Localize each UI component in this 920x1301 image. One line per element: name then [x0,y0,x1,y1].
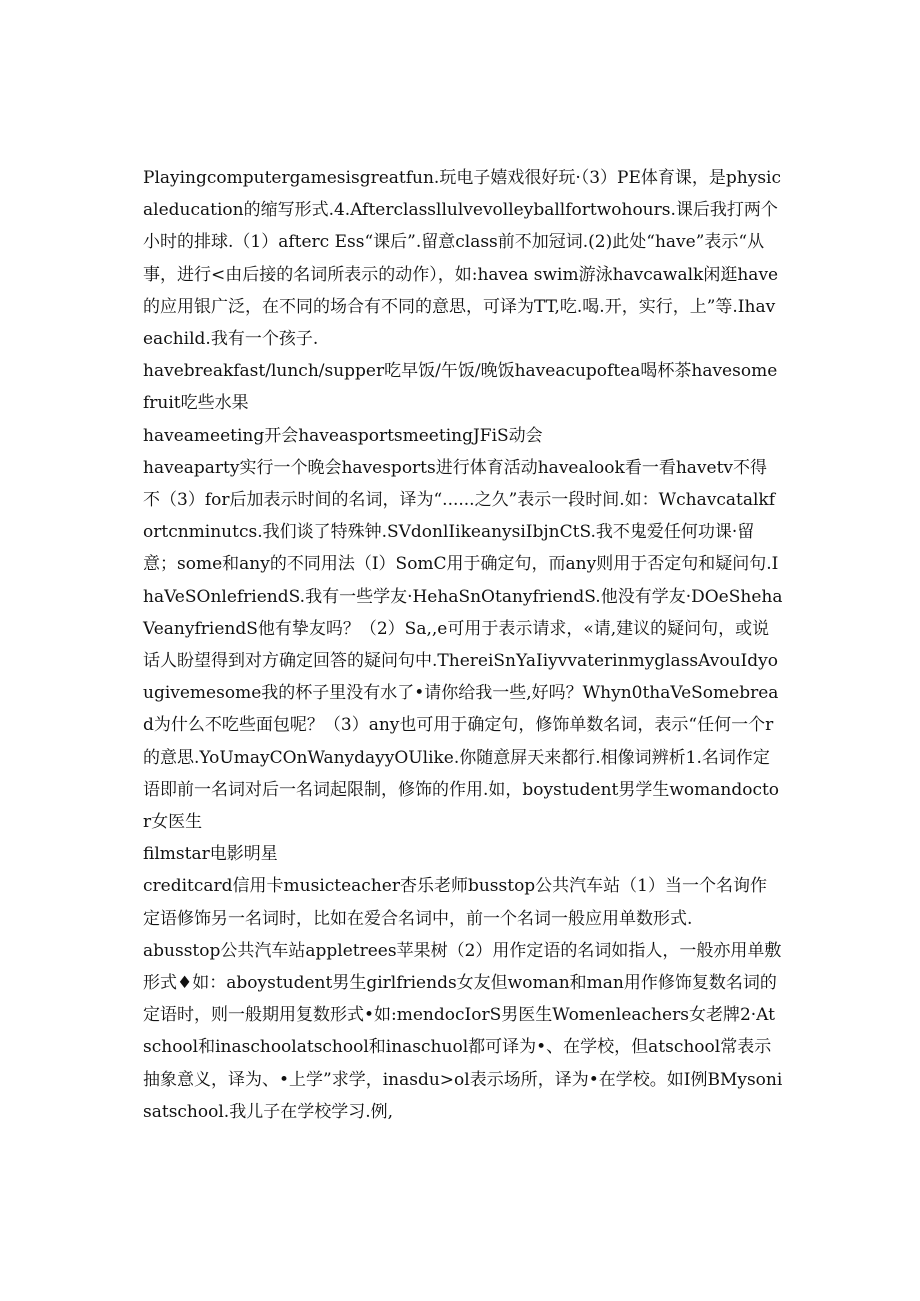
paragraph-6: creditcard信用卡musicteacher杏乐老师busstop公共汽车站（1）当一个名询作定语修饰另一名词时，比如在爱合名词中，前一个名词一般应用单数形式. [143,876,768,929]
document-body [143,162,783,1128]
paragraph-4: haveaparty实行一个晚会havesports进行体育活动havealook看一看havetv不得不（3）for后加表示时间的名词，译为“......之久”表示一段时间.如：Wchavcatalkfortcnminutcs.我们谈了特殊钟.SVdonlIikeanysiIbjnCtS.我不鬼爱任何功课·留意；some和any的不同用法（I）SomC用于确定句，而any则用于否定句和疑问句.IhaVeSOnlefriendS.我有一些学友·HehaSnOtanyfriendS.他没有学友·DOeShehaVeanyfriendS他有挚友吗？（2）Sa,,e可用于表示请求，«请,建议的疑问句，或说话人盼望得到对方确定回答的疑问句中.ThereiSnYaIiyvvaterinmyglassAvouIdyougivemesome我的杯子里没有水了•请你给我一些,好吗？Whyn0thaVeSomebread为什么不吃些面包呢？（3）any也可用于确定句，修饰单数名词，表示“任何一个r的意思.YoUmayCOnWanydayyOUlike.你随意屏天来都行.相像词辨析1.名词作定语即前一名词对后一名词起限制，修饰的作用.如，boystudent男学生womandoctor女医生 [143,457,783,833]
paragraph-5: filmstar电影明星 [143,844,278,865]
paragraph-7: abusstop公共汽车站appletrees苹果树（2）用作定语的名词如指人，一般亦用单敷形式♦如：aboystudent男生girlfriends女友但woman和man用作修饰复数名词的定语时，则一般期用复数形式•如:mendocIorS男医生Womenleachers女老牌2·Atschool和inaschoolatschool和inaschuol都可译为•、在学校，但atschool常表示抽象意义，译为、•上学”求学，inasdu>ol表示场所，译为•在学校。如I例BMysonisatschool.我儿子在学校学习.例, [143,940,783,1122]
paragraph-1: Playingcomputergamesisgreatfun.玩电子嬉戏很好玩·（3）PE体育课，是physicaleducation的缩写形式.4.Afterclassllulvevolleyballfortwohours.课后我打两个小时的排球.（1）afterc Ess“课后”.留意class前不加冠词.(2)此处“have”表示“从事，进行<由后接的名词所表示的动作），如:havea swim游泳havcawalk闲逛have的应用银广泛，在不同的场合有不同的意思，可译为TT,吃.喝.开，实行，上”等.Ihaveachild.我有一个孩子. [143,168,782,350]
paragraph-3: haveameeting开会haveasportsmeetingJFiS动会 [143,425,543,446]
paragraph-2: havebreakfast/lunch/supper吃早饭/午饭/晚饭haveacupoftea喝杯茶havesomefruit吃些水果 [143,361,778,414]
